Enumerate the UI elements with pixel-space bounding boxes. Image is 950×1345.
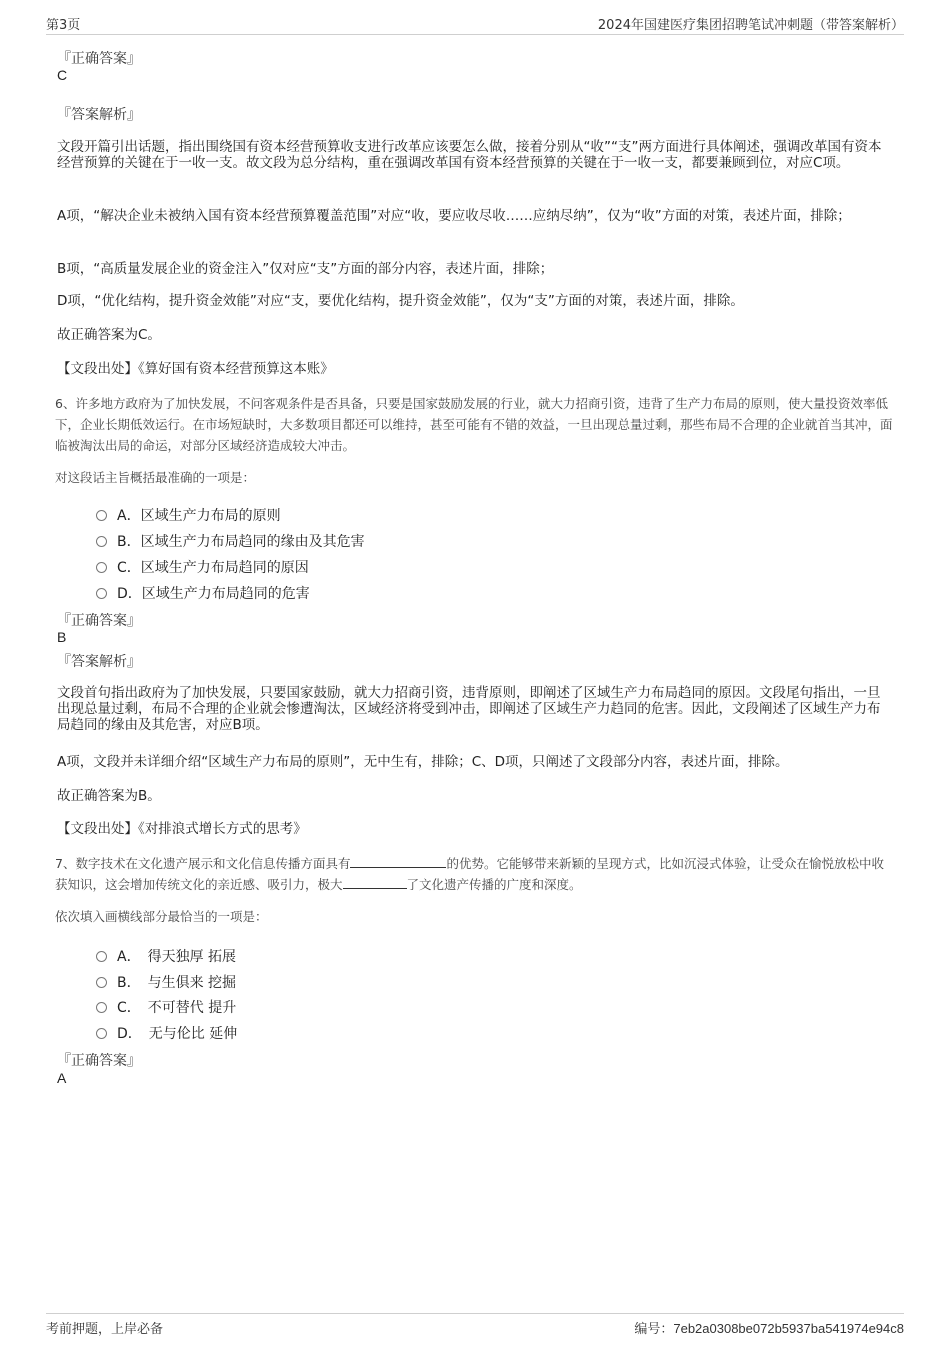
q6-option-b[interactable]: B．区域生产力布局趋同的缘由及其危害 <box>96 531 365 551</box>
fill-blank-2 <box>343 876 407 889</box>
document-title: 2024年国建医疗集团招聘笔试冲刺题（带答案解析） <box>597 18 904 33</box>
radio-icon[interactable] <box>96 510 107 521</box>
q6-answer-label: 『正确答案』 <box>57 613 141 629</box>
q5-source: 【文段出处】《算好国有资本经营预算这本账》 <box>57 361 334 377</box>
q5-analysis-2: A项，“解决企业未被纳入国有资本经营预算覆盖范围”对应“收，要应收尽收……应纳尽纳”，仅为“收”方面的对策，表述片面，排除； <box>57 208 851 224</box>
q5-analysis-3: B项，“高质量发展企业的资金注入”仅对应“支”方面的部分内容，表述片面，排除； <box>57 261 554 277</box>
q6-answer: B <box>57 629 67 645</box>
q6-option-d[interactable]: D．区域生产力布局趋同的危害 <box>96 583 310 603</box>
q6-prompt: 对这段话主旨概括最准确的一项是： <box>55 470 256 485</box>
q5-analysis-label: 『答案解析』 <box>57 107 141 123</box>
radio-icon[interactable] <box>96 977 107 988</box>
page-number: 第3页 <box>46 18 81 33</box>
q5-answer-label: 『正确答案』 <box>57 51 141 67</box>
page-header <box>46 14 904 35</box>
radio-icon[interactable] <box>96 1028 107 1039</box>
q5-analysis-5: 故正确答案为C。 <box>57 327 161 343</box>
footer-slogan: 考前押题，上岸必备 <box>46 1322 164 1337</box>
radio-icon[interactable] <box>96 536 107 547</box>
q7-option-b[interactable]: B． 与生俱来 挖掘 <box>96 972 236 992</box>
q6-source: 【文段出处】《对排浪式增长方式的思考》 <box>57 821 307 837</box>
q6-analysis-label: 『答案解析』 <box>57 654 141 670</box>
fill-blank-1 <box>350 855 446 868</box>
q7-option-c[interactable]: C． 不可替代 提升 <box>96 997 236 1017</box>
radio-icon[interactable] <box>96 588 107 599</box>
q5-analysis-1: 文段开篇引出话题，指出围绕国有资本经营预算收支进行改革应该要怎么做，接着分别从“收”“支”两方面进行具体阐述，强调改革国有资本经营预算的关键在于一收一支。故文段为总分结构，重在强调改革国有资本经营预算的关键在于一收一支，都要兼顾到位，对应C项。 <box>57 139 882 171</box>
q6-analysis-3: 故正确答案为B。 <box>57 788 161 804</box>
q7-prompt: 依次填入画横线部分最恰当的一项是： <box>55 909 268 924</box>
q6-analysis-1: 文段首句指出政府为了加快发展，只要国家鼓励，就大力招商引资，违背原则，即阐述了区域生产力布局趋同的原因。文段尾句指出，一旦出现总量过剩，布局不合理的企业就会惨遭淘汰，区域经济将受到冲击，即阐述了区域生产力趋同的危害。因此，文段阐述了区域生产力布局趋同的缘由及其危害，对应B项。 <box>57 685 881 733</box>
q7-question: 7、数字技术在文化遗产展示和文化信息传播方面具有 的优势。它能够带来新颖的呈现方式，比如沉浸式体验，让受众在愉悦放松中收获知识，这会增加传统文化的亲近感、吸引力，极大 了文化遗产传播的广度和深度。 <box>55 856 884 892</box>
q7-option-d[interactable]: D． 无与伦比 延伸 <box>96 1023 237 1043</box>
q6-analysis-2: A项，文段并未详细介绍“区域生产力布局的原则”，无中生有，排除；C、D项，只阐述了文段部分内容，表述片面，排除。 <box>57 754 789 770</box>
radio-icon[interactable] <box>96 1002 107 1013</box>
q6-question: 6、许多地方政府为了加快发展，不问客观条件是否具备，只要是国家鼓励发展的行业，就大力招商引资，违背了生产力布局的原则，使大量投资效率低下，企业长期低效运行。在市场短缺时，大多数项目都还可以维持，甚至可能有不错的效益，一旦出现总量过剩，那些布局不合理的企业就首当其冲，面临被淘汰出局的命运，对部分区域经济造成较大冲击。 <box>55 396 893 453</box>
q5-analysis-4: D项，“优化结构，提升资金效能”对应“支，要优化结构，提升资金效能”，仅为“支”方面的对策，表述片面，排除。 <box>57 293 744 309</box>
radio-icon[interactable] <box>96 562 107 573</box>
document-code: 编号：7eb2a0308be072b5937ba541974e94c8 <box>634 1321 904 1336</box>
q7-answer-label: 『正确答案』 <box>57 1053 141 1069</box>
q6-option-c[interactable]: C．区域生产力布局趋同的原因 <box>96 557 309 577</box>
q7-answer: A <box>57 1070 67 1086</box>
page-footer <box>46 1313 904 1337</box>
q5-answer: C <box>57 67 68 83</box>
q7-option-a[interactable]: A． 得天独厚 拓展 <box>96 946 236 966</box>
radio-icon[interactable] <box>96 951 107 962</box>
q6-option-a[interactable]: A．区域生产力布局的原则 <box>96 505 281 525</box>
